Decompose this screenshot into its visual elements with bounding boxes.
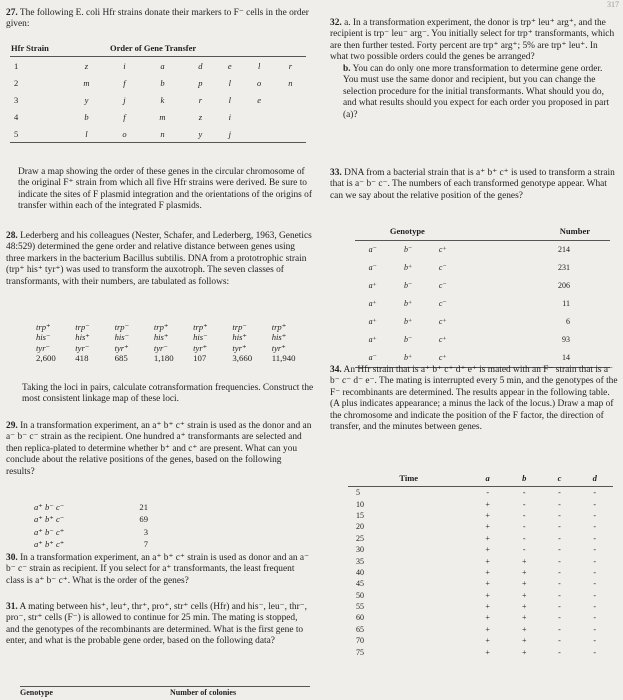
- genotype-cell: a⁻: [368, 245, 377, 255]
- locus-cell: +: [485, 590, 490, 600]
- problem-text: In a transformation experiment, an a⁺ b⁺ c⁺ strain is used as donor and an a⁻ b⁻ c⁻ strain as recipient. If you select for a⁺ transformants, the least frequent class is a⁺ b⁻ c⁺. What is the order of the genes?: [6, 553, 310, 586]
- count-cell: 14: [460, 349, 610, 368]
- locus-cell: +: [521, 647, 527, 657]
- problem-30: [6, 553, 312, 587]
- count-cell: 685: [114, 353, 128, 364]
- locus-cell: +: [521, 579, 527, 589]
- count-cell: 93: [562, 335, 570, 345]
- table-row: [348, 487, 613, 499]
- problem-number: 30.: [6, 553, 18, 563]
- problem-28-body: [22, 383, 314, 406]
- problem-28: [6, 231, 312, 288]
- table-row: [34, 502, 148, 514]
- gene-cell: [244, 108, 275, 125]
- table-row: [355, 259, 610, 277]
- gene-cell: e: [227, 60, 232, 71]
- table-row: [355, 313, 610, 331]
- problem-text: DNA from a bacterial strain that is a⁺ b⁺ c⁺ is used to transform a strain that is a⁻ b⁻ c⁻. The numbers of each transformed genotype appear. What can we say about the relative position of the genes?: [330, 168, 615, 201]
- locus-cell: -: [593, 488, 597, 498]
- gene-cell: y: [185, 125, 216, 143]
- time-cell: 30: [356, 545, 364, 555]
- genotype-cell: c⁺: [426, 349, 460, 368]
- locus-cell: -: [593, 602, 597, 612]
- time-cell: 70: [356, 636, 364, 646]
- locus-cell: +: [485, 533, 490, 543]
- genotype-cell: his⁻: [114, 332, 130, 343]
- problem-text: Draw a map showing the order of these genes in the circular chromosome of the original F⁺ strain from which all five Hfr strains were derived. Be sure to indicate the sites of F plasmid integration and the orientations of the origins of transfer within each of the integrated F plasmids.: [18, 167, 312, 212]
- problem-number: 34.: [330, 365, 342, 375]
- genotype-table: [355, 225, 610, 368]
- col-header: a: [469, 472, 506, 487]
- locus-cell: -: [558, 522, 561, 532]
- transformant-table-body: [36, 322, 311, 364]
- gene-cell: b: [84, 111, 89, 122]
- problem-32: [330, 18, 618, 121]
- genotype-cell: tyr⁻: [153, 342, 168, 353]
- count-cell: 3: [143, 526, 148, 537]
- time-cell: 45: [356, 579, 364, 589]
- problem-27: [6, 8, 312, 31]
- results-table: [34, 502, 148, 552]
- locus-cell: +: [485, 636, 490, 646]
- table-row: [348, 647, 613, 658]
- table-row: [36, 353, 311, 364]
- genotype-cell: tyr⁺: [271, 342, 286, 353]
- gene-cell: n: [288, 77, 293, 88]
- problem-34: [330, 365, 618, 434]
- genotype-cell: tyr⁻: [36, 342, 51, 353]
- col-header: c: [543, 472, 577, 487]
- count-cell: 1,180: [153, 353, 174, 364]
- gene-cell: j: [216, 125, 244, 143]
- time-table-header: [348, 472, 613, 487]
- locus-cell: +: [485, 545, 490, 555]
- gene-cell: f: [123, 77, 126, 88]
- locus-cell: -: [522, 510, 526, 520]
- locus-cell: -: [558, 579, 561, 589]
- genotype-cell: trp⁺: [36, 322, 51, 332]
- count-cell: 418: [75, 353, 89, 364]
- count-cell: 21: [139, 502, 148, 512]
- locus-cell: +: [521, 556, 527, 566]
- gene-cell: e: [257, 94, 262, 105]
- col-header: Number of colonies: [170, 688, 237, 697]
- table-row: [348, 556, 613, 567]
- locus-cell: -: [558, 510, 561, 520]
- hfr-strain: 5: [10, 125, 64, 143]
- gene-cell: m: [159, 111, 166, 122]
- time-cell: 75: [356, 647, 364, 657]
- gene-cell: l: [257, 60, 261, 71]
- gene-cell: l: [64, 125, 109, 143]
- table-row: [348, 544, 613, 555]
- genotype-cell: b⁺: [390, 349, 425, 368]
- genotype-cell: his⁺: [75, 332, 90, 343]
- genotype-cell: b⁻: [404, 335, 413, 345]
- count-cell: 214: [558, 245, 570, 255]
- gene-cell: a: [160, 60, 165, 71]
- genotype-cell: a⁺: [368, 335, 377, 345]
- gene-cell: n: [140, 125, 185, 143]
- locus-cell: +: [521, 602, 527, 612]
- count-cell: 3,660: [232, 353, 253, 364]
- problem-number: 31.: [6, 602, 18, 612]
- gene-cell: p: [198, 77, 203, 88]
- count-cell: 2,600: [36, 353, 56, 364]
- gene-cell: d: [198, 60, 203, 71]
- hfr-table: [10, 42, 306, 143]
- genotype-cell: a⁺ b⁺ c⁻: [34, 514, 65, 525]
- locus-cell: -: [558, 602, 561, 612]
- locus-cell: -: [593, 556, 597, 566]
- locus-cell: -: [558, 636, 561, 646]
- genotype-cell: tyr⁺: [114, 342, 129, 353]
- genotype-cell: tyr⁻: [75, 342, 90, 353]
- genotype-cell: b⁺: [404, 317, 413, 327]
- problem-text: You can do only one more transformation to determine gene order. You must use the same donor and recipient, but you can change the selection procedure for the initial transformants. What should you do, and what results should you expect for each order you proposed in part (a)?: [343, 63, 610, 120]
- problem-number: 27.: [6, 8, 18, 18]
- table-row: [348, 533, 613, 544]
- gene-cell: r: [288, 60, 292, 71]
- hfr-strain: 2: [14, 77, 19, 88]
- gene-cell: [275, 91, 306, 108]
- gene-cell: l: [228, 94, 231, 105]
- time-cell: 25: [356, 533, 364, 543]
- time-cell: 60: [356, 613, 364, 623]
- genotype-cell: tyr⁺: [193, 342, 208, 353]
- locus-cell: -: [593, 522, 597, 532]
- col-header: Hfr Strain: [10, 42, 64, 57]
- table-row: [348, 578, 613, 589]
- count-cell: 11: [562, 299, 570, 309]
- table-row: [355, 331, 610, 349]
- table-row: [10, 108, 306, 125]
- problem-text: The following E. coli Hfr strains donate their markers to F⁻ cells in the order given:: [6, 8, 309, 30]
- problem-text: An Hfr strain that is a⁺ b⁺ c⁺ d⁺ e⁺ is mated with an F⁻ strain that is a⁻ b⁻ c⁻ d⁻ e⁻. The mating is interrupted every 5 min, and the genotypes of the F⁻ recombinants are determined. The results appear in the following table. (A plus indicates appearance; a minus the lack of the locus.) Draw a map of the chromosome and indicate the position of the F factor, the direction of transfer, and the minutes between genes.: [330, 365, 618, 433]
- locus-cell: +: [485, 624, 490, 634]
- locus-cell: +: [485, 556, 490, 566]
- time-cell: 20: [356, 522, 364, 532]
- table-row: [355, 295, 610, 313]
- locus-cell: -: [558, 590, 561, 600]
- gene-cell: z: [198, 111, 203, 122]
- locus-cell: -: [593, 545, 597, 555]
- transformant-table: [36, 322, 311, 364]
- hfr-strain: 4: [14, 111, 19, 122]
- gene-cell: f: [123, 111, 126, 122]
- count-cell: 6: [566, 317, 570, 327]
- locus-cell: -: [522, 522, 526, 532]
- genotype-cell: c⁻: [438, 299, 447, 309]
- genotype-cell: c⁻: [438, 263, 447, 273]
- genotype-cell: his⁻: [36, 332, 51, 343]
- locus-cell: -: [558, 647, 561, 657]
- time-table-body: [348, 487, 613, 658]
- table-row: [348, 510, 613, 521]
- table-row: [348, 624, 613, 635]
- table-row: [348, 567, 613, 578]
- count-cell: 11,940: [271, 353, 296, 364]
- genotype-cell: his⁻: [193, 332, 208, 343]
- table-row: [348, 499, 613, 510]
- locus-cell: +: [485, 510, 490, 520]
- col-header: Genotype: [20, 688, 53, 697]
- locus-cell: -: [558, 567, 561, 577]
- count-cell: 206: [558, 281, 570, 291]
- problem-text: In a transformation experiment, the donor is trp⁺ leu⁺ arg⁺, and the recipient is trp⁻ leu⁻ arg⁻. You initially select for trp⁺ transformants, which are then further tested. Forty percent are trp⁺ arg⁺; 5% are trp⁺ leu⁺. In what two possible orders could the genes be arranged?: [330, 18, 615, 63]
- part-label: b.: [343, 63, 351, 74]
- genotype-cell: b⁺: [404, 299, 413, 309]
- genotype-cell: a⁺: [368, 317, 377, 327]
- table-row: [36, 332, 311, 342]
- page-number: 317: [607, 0, 619, 9]
- col-header: b: [506, 472, 543, 487]
- table-row: [348, 635, 613, 646]
- table-row: [348, 522, 613, 533]
- locus-cell: -: [593, 613, 597, 623]
- gene-cell: [275, 125, 306, 143]
- genotype-cell: a⁺ b⁺ c⁺: [34, 539, 65, 550]
- locus-cell: +: [485, 602, 490, 612]
- table-row: [10, 74, 306, 91]
- genotype-cell: his⁺: [153, 332, 169, 343]
- gene-cell: [275, 108, 306, 125]
- genotype-cell: a⁻: [355, 349, 390, 368]
- genotype-cell: b⁺: [404, 263, 413, 273]
- genotype-cell: a⁺: [368, 281, 377, 291]
- locus-cell: -: [593, 533, 597, 543]
- locus-cell: -: [558, 556, 561, 566]
- genotype-cell: b⁻: [404, 281, 413, 291]
- time-cell: 40: [356, 567, 364, 577]
- problem-number: 33.: [330, 168, 342, 178]
- locus-cell: -: [593, 510, 597, 520]
- gene-cell: [244, 125, 275, 143]
- locus-cell: -: [522, 499, 526, 509]
- genotype-cell: his⁺: [271, 332, 287, 343]
- problem-number: 28.: [6, 231, 18, 241]
- results-table-body: [34, 502, 148, 552]
- genotype-cell: c⁺: [438, 245, 447, 255]
- locus-cell: +: [485, 613, 490, 623]
- locus-cell: -: [522, 533, 526, 543]
- problem-text: Lederberg and his colleagues (Nester, Schafer, and Lederberg, 1963, Genetics 48:529) determined the gene order and relative distance between genes using three markers in the bacterium Bacillus subtilis. DNA from a prototrophic strain (trp⁺ his⁺ tyr⁺) was used to transform the auxotroph. The seven classes of transformants, with their numbers, are tabulated as follows:: [6, 231, 312, 287]
- p31-table-header: [20, 686, 310, 698]
- locus-cell: -: [558, 545, 561, 555]
- genotype-table-body: [355, 241, 610, 368]
- locus-cell: +: [485, 499, 490, 509]
- genotype-cell: a⁻: [368, 263, 377, 273]
- problem-number: 32.: [330, 18, 342, 28]
- time-cell: 65: [356, 624, 364, 634]
- problem-27-body: [18, 167, 314, 213]
- locus-cell: -: [558, 499, 561, 509]
- table-row: [36, 343, 311, 353]
- time-cell: 35: [356, 556, 364, 566]
- locus-cell: +: [485, 567, 490, 577]
- table-row: [348, 601, 613, 612]
- problem-29: [6, 421, 312, 478]
- locus-cell: -: [558, 533, 561, 543]
- genotype-cell: trp⁺: [271, 322, 287, 332]
- problem-33: [330, 168, 618, 202]
- table-row: [348, 590, 613, 601]
- locus-cell: +: [521, 567, 527, 577]
- gene-cell: l: [228, 77, 231, 88]
- locus-cell: -: [522, 488, 526, 498]
- locus-cell: -: [593, 624, 597, 634]
- problem-text: A mating between his⁺, leu⁺, thr⁺, pro⁺, str⁺ cells (Hfr) and his⁻, leu⁻, thr⁻, pro⁻, str⁺ cells (F⁻) is allowed to continue for 25 min. The mating is stopped, and the genotypes of the recombinants are determined. What is the first gene to enter, and what is the probable gene order, based on the following data?: [6, 602, 307, 647]
- count-cell: 107: [193, 353, 207, 364]
- col-header: Time: [348, 472, 469, 487]
- hfr-strain: 3: [14, 94, 19, 105]
- gene-cell: o: [109, 125, 140, 143]
- hfr-table-body: [10, 57, 306, 143]
- genotype-cell: trp⁺: [153, 322, 169, 332]
- table-row: [36, 322, 311, 332]
- time-cell: 55: [356, 602, 364, 612]
- genotype-cell: a⁺ b⁻ c⁺: [34, 526, 65, 537]
- locus-cell: +: [485, 579, 490, 589]
- time-cell: 5: [356, 488, 360, 498]
- table-row: [10, 57, 306, 75]
- locus-cell: -: [558, 488, 561, 498]
- time-table: [348, 472, 613, 658]
- time-cell: 10: [356, 499, 364, 509]
- problem-text: Taking the loci in pairs, calculate cotransformation frequencies. Construct the most consistent linkage map of these loci.: [22, 383, 314, 405]
- locus-cell: -: [593, 499, 597, 509]
- part-label: a.: [344, 18, 351, 28]
- count-cell: 69: [139, 514, 148, 525]
- locus-cell: -: [593, 579, 597, 589]
- table-row: [10, 125, 306, 143]
- problem-number: 29.: [6, 421, 18, 431]
- table-row: [34, 539, 148, 551]
- genotype-cell: a⁺: [368, 299, 377, 309]
- gene-cell: i: [123, 60, 126, 71]
- locus-cell: -: [593, 590, 597, 600]
- table-row: [10, 91, 306, 108]
- count-cell: 7: [143, 539, 148, 550]
- col-header: Order of Gene Transfer: [64, 42, 306, 57]
- locus-cell: -: [593, 567, 597, 577]
- count-cell: 231: [558, 263, 570, 273]
- time-cell: 50: [356, 590, 364, 600]
- gene-cell: z: [84, 60, 89, 71]
- table-row: [348, 613, 613, 624]
- locus-cell: -: [593, 647, 597, 657]
- time-cell: 15: [356, 510, 364, 520]
- locus-cell: -: [486, 488, 489, 498]
- gene-cell: r: [198, 94, 203, 105]
- gene-cell: m: [83, 77, 90, 88]
- col-header: Number: [460, 225, 610, 241]
- genotype-cell: a⁺ b⁻ c⁻: [34, 502, 65, 512]
- locus-cell: -: [558, 624, 561, 634]
- genotype-cell: trp⁺: [193, 322, 208, 332]
- locus-cell: +: [521, 590, 527, 600]
- locus-cell: +: [521, 624, 527, 634]
- table-row: [34, 527, 148, 539]
- table-row: [34, 514, 148, 526]
- gene-cell: b: [160, 77, 165, 88]
- genotype-cell: c⁺: [438, 335, 447, 345]
- genotype-cell: trp⁻: [114, 322, 130, 332]
- problem-31: [6, 602, 312, 648]
- genotype-cell: trp⁻: [75, 322, 90, 332]
- locus-cell: +: [521, 636, 527, 646]
- locus-cell: +: [485, 647, 490, 657]
- genotype-cell: trp⁻: [232, 322, 247, 332]
- table-row: [355, 241, 610, 260]
- gene-cell: i: [228, 111, 231, 122]
- problem-text: In a transformation experiment, an a⁺ b⁺ c⁺ strain is used as the donor and an a⁻ b⁻ c⁻ strain as the recipient. One hundred a⁺ transformants are selected and then replica-plated to determine whether b⁺ and c⁺ are present. What can you conclude about the relative positions of the genes, based on the following results?: [6, 421, 312, 477]
- gene-cell: o: [257, 77, 262, 88]
- locus-cell: +: [521, 613, 527, 623]
- genotype-cell: c⁻: [438, 281, 447, 291]
- genotype-cell: b⁻: [404, 245, 413, 255]
- gene-cell: y: [84, 94, 89, 105]
- gene-cell: k: [160, 94, 165, 105]
- gene-cell: j: [123, 94, 126, 105]
- locus-cell: -: [593, 636, 597, 646]
- locus-cell: +: [485, 522, 490, 532]
- table-row: [355, 277, 610, 295]
- col-header: Genotype: [355, 225, 460, 241]
- hfr-strain: 1: [14, 60, 19, 71]
- genotype-cell: his⁺: [232, 332, 247, 343]
- locus-cell: -: [558, 613, 561, 623]
- genotype-cell: tyr⁺: [232, 342, 247, 353]
- col-header: d: [576, 472, 613, 487]
- genotype-cell: c⁺: [438, 317, 447, 327]
- locus-cell: -: [522, 545, 526, 555]
